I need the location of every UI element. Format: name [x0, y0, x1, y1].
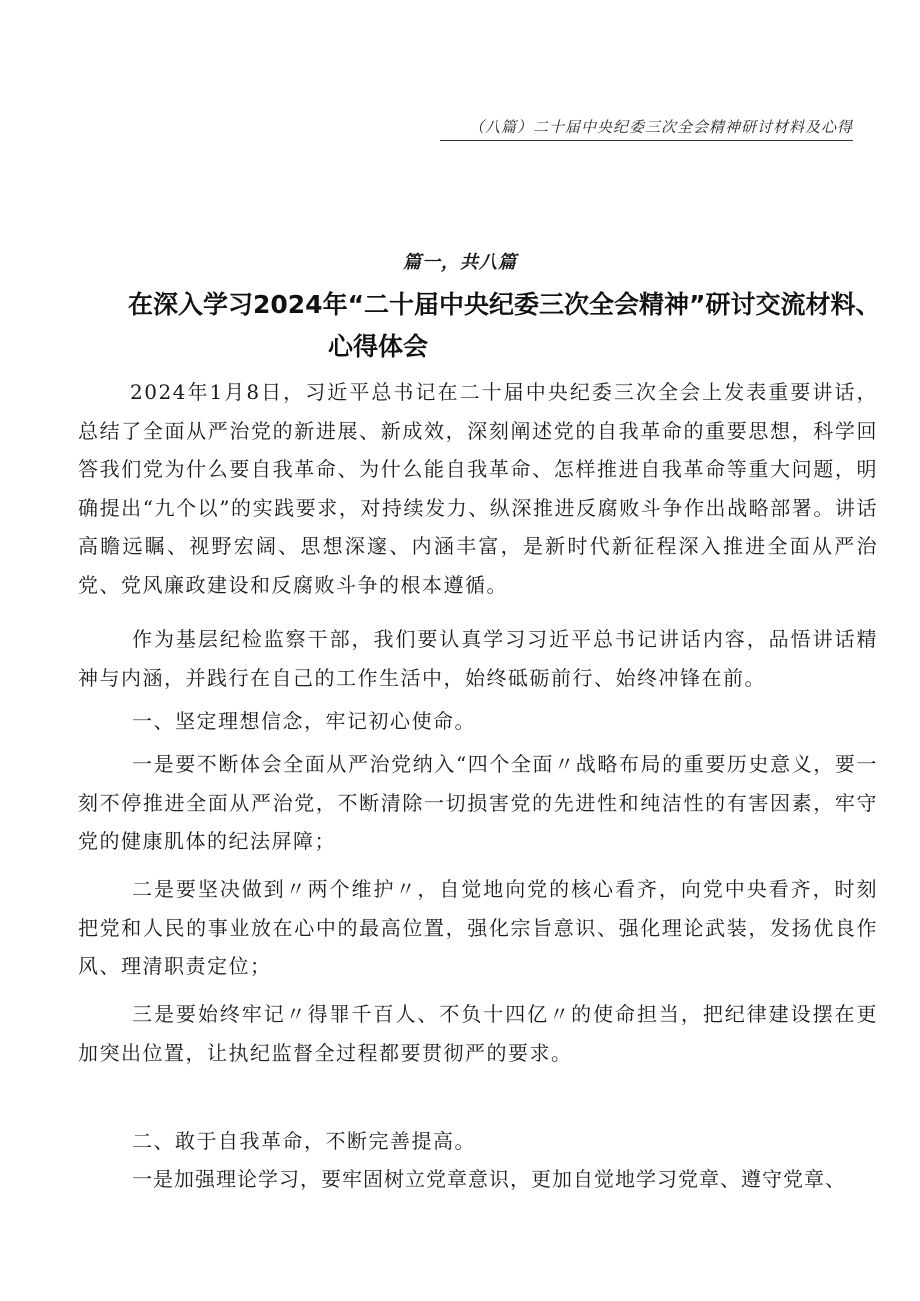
paragraph-intro: 2024年1月8日，习近平总书记在二十届中央纪委三次全会上发表重要讲话，总结了全面从严治党的新进展、新成效，深刻阐述党的自我革命的重要思想，科学回答我们党为什么要自我革命、为什么能自我革命、怎样推进自我革命等重大问题，明确提出“九个以”的实践要求，对持续发力、纵深推进反腐败斗争作出战略部署。讲话高瞻远瞩、视野宏阔、思想深邃、内涵丰富，是新时代新征程深入推进全面从严治党、党风廉政建设和反腐败斗争的根本遵循。 — [78, 380, 878, 597]
heading-section-2: 二、敢于自我革命，不断完善提高。 — [132, 1129, 476, 1153]
document-title — [110, 284, 881, 368]
running-header: （八篇）二十届中央纪委三次全会精神研讨材料及心得 — [440, 116, 853, 141]
section-label: 篇一，共八篇 — [403, 252, 517, 273]
paragraph-point-1-3: 三是要始终牢记〃得罪千百人、不负十四亿〃的使命担当，把纪律建设摆在更加突出位置，让执纪监督全过程都要贯彻严的要求。 — [78, 1002, 878, 1065]
paragraph-point-1-1: 一是要不断体会全面从严治党纳入“四个全面〃战略布局的重要历史意义，要一刻不停推进全面从严治党，不断清除一切损害党的先进性和纯洁性的有害因素，牢守党的健康肌体的纪法屏障； — [78, 752, 878, 853]
paragraph-point-1-2: 二是要坚决做到〃两个维护〃，自觉地向党的核心看齐，向党中央看齐，时刻把党和人民的事业放在心中的最高位置，强化宗旨意识、强化理论武装，发扬优良作风、理清职责定位； — [78, 877, 878, 978]
heading-section-1: 一、坚定理想信念，牢记初心使命。 — [132, 709, 476, 733]
title-line-2: 心得体会 — [328, 332, 429, 361]
paragraph-role: 作为基层纪检监察干部，我们要认真学习习近平总书记讲话内容，品悟讲话精神与内涵，并践行在自己的工作生活中，始终砥砺前行、始终冲锋在前。 — [78, 627, 878, 690]
paragraph-point-2-1: 一是加强理论学习，要牢固树立党章意识，更加自觉地学习党章、遵守党章、 — [132, 1167, 846, 1191]
title-line-1: 在深入学习2024年“二十届中央纪委三次全会精神”研讨交流材料、 — [128, 290, 881, 319]
